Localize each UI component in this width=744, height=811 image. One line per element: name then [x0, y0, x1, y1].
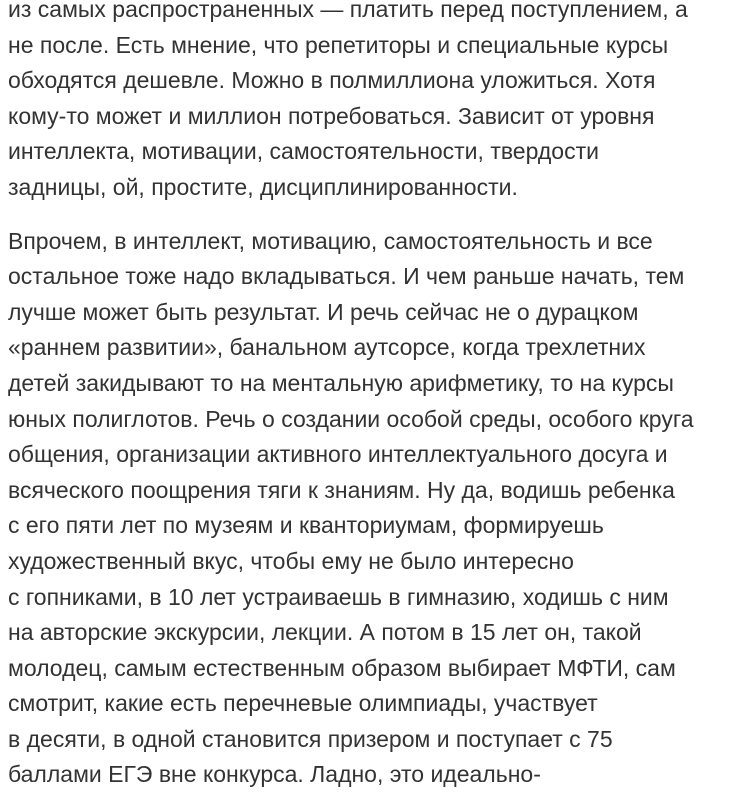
paragraph-2 — [8, 224, 738, 794]
text-line: кому-то может и миллион потребоваться. Зависит от уровня — [8, 102, 655, 129]
text-line: лучше может быть результат. И речь сейчас не о дурацком — [8, 298, 639, 325]
text-line: в десяти, в одной становится призером и поступает с 75 — [8, 725, 613, 752]
text-line: детей закидывают то на ментальную арифметику, то на курсы — [8, 369, 674, 396]
text-line: юных полиглотов. Речь о создании особой среды, особого круга — [8, 405, 694, 432]
text-line: обходятся дешевле. Можно в полмиллиона уложиться. Хотя — [8, 67, 656, 94]
text-line: с гопниками, в 10 лет устраиваешь в гимназию, ходишь с ним — [8, 583, 669, 610]
text-line: Впрочем, в интеллект, мотивацию, самостоятельность и все — [8, 227, 653, 254]
text-line: не после. Есть мнение, что репетиторы и специальные курсы — [8, 31, 669, 58]
text-line: задницы, ой, простите, дисциплинированности. — [8, 173, 518, 200]
text-line: из самых распространенных — платить перед поступлением, а — [8, 0, 688, 22]
text-line: «раннем развитии», банальном аутсорсе, когда трехлетних — [8, 334, 646, 361]
text-line: смотрит, какие есть перечневые олимпиады, участвует — [8, 690, 598, 717]
text-line: с его пяти лет по музеям и кванториумам, формируешь — [8, 512, 604, 539]
text-line: на авторские экскурсии, лекции. А потом в 15 лет он, такой — [8, 619, 642, 646]
text-line: интеллекта, мотивации, самостоятельности, твердости — [8, 138, 599, 165]
paragraph-1 — [8, 0, 738, 206]
text-line: художественный вкус, чтобы ему не было интересно — [8, 547, 574, 574]
text-line: остальное тоже надо вкладываться. И чем раньше начать, тем — [8, 263, 685, 290]
text-line: общения, организации активного интеллектуального досуга и — [8, 441, 668, 468]
article-body — [8, 0, 738, 811]
text-line: молодец, самым естественным образом выбирает МФТИ, сам — [8, 654, 676, 681]
text-line: всяческого поощрения тяги к знаниям. Ну да, водишь ребенка — [8, 476, 675, 503]
text-line: баллами ЕГЭ вне конкурса. Ладно, это идеально- — [8, 761, 541, 788]
